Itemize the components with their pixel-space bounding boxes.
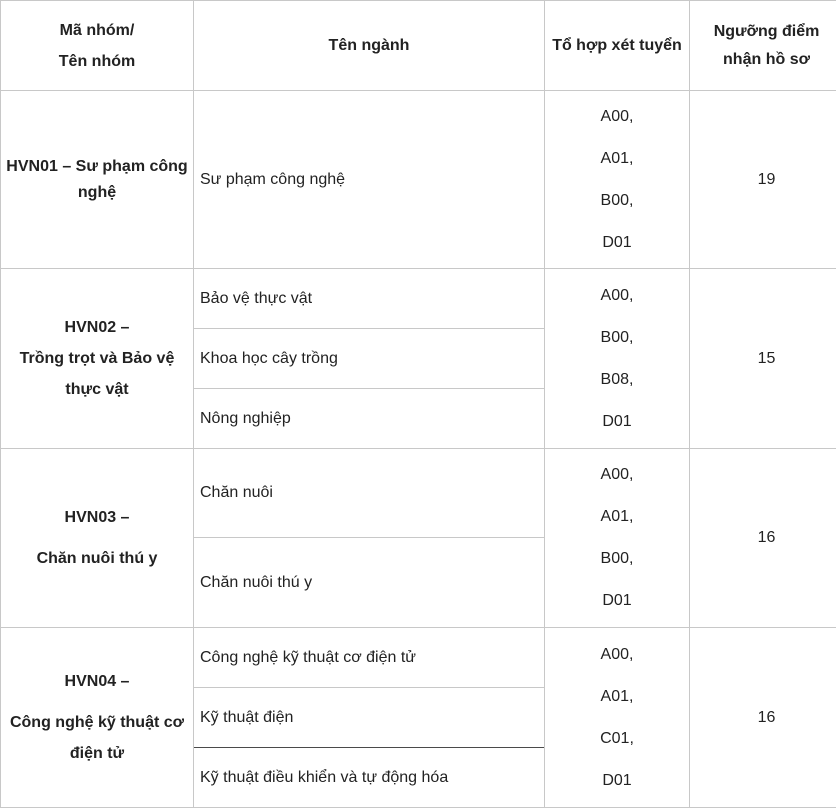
combo-code: A00, [545,634,689,676]
combo-code: D01 [545,580,689,622]
group-name-line: Trồng trọt và Bảo vệ [1,343,193,374]
combo-code: B00, [545,538,689,580]
combo-code: B00, [545,317,689,359]
major-cell: Công nghệ kỹ thuật cơ điện tử [194,628,545,688]
major-cell: Bảo vệ thực vật [194,269,545,329]
group-cell [1,91,194,269]
major-cell: Kỹ thuật điện [194,688,545,748]
group-name-line: nghệ [1,180,193,206]
header-combo: Tổ hợp xét tuyển [545,1,690,91]
group-name-line: Chăn nuôi thú y [1,543,193,574]
combo-cell [545,91,690,269]
major-cell: Khoa học cây trồng [194,329,545,389]
header-score-line: nhận hồ sơ [690,46,836,74]
header-group-line: Tên nhóm [1,46,193,77]
combo-cell [545,449,690,628]
combo-code: A00, [545,275,689,317]
table-row [1,628,836,688]
group-name-line: HVN02 – [1,312,193,343]
major-cell: Sư phạm công nghệ [194,91,545,269]
combo-code: A01, [545,676,689,718]
group-name-line: HVN01 – Sư phạm công [1,154,193,180]
major-cell: Chăn nuôi [194,449,545,538]
combo-code: A00, [545,96,689,138]
combo-cell [545,628,690,808]
header-score-line: Ngưỡng điểm [690,18,836,46]
score-cell: 15 [690,269,836,449]
header-row [1,1,836,91]
header-group [1,1,194,91]
score-cell: 16 [690,628,836,808]
table-row [1,449,836,538]
group-name-line: HVN04 – [1,666,193,697]
table-row [1,91,836,269]
major-cell: Chăn nuôi thú y [194,538,545,628]
combo-code: D01 [545,401,689,443]
major-cell: Kỹ thuật điều khiển và tự động hóa [194,748,545,808]
header-major: Tên ngành [194,1,545,91]
combo-code: D01 [545,760,689,802]
combo-code: A01, [545,496,689,538]
combo-code: B00, [545,180,689,222]
major-cell: Nông nghiệp [194,389,545,449]
combo-code: D01 [545,222,689,264]
group-cell [1,269,194,449]
combo-code: C01, [545,718,689,760]
combo-cell [545,269,690,449]
combo-code: A00, [545,454,689,496]
score-cell: 16 [690,449,836,628]
table-row [1,269,836,329]
group-cell [1,628,194,808]
group-cell [1,449,194,628]
group-name-line: Công nghệ kỹ thuật cơ [1,707,193,738]
combo-code: B08, [545,359,689,401]
score-cell: 19 [690,91,836,269]
group-name-line: điện tử [1,738,193,769]
header-score [690,1,836,91]
group-name-line: HVN03 – [1,502,193,533]
header-group-line: Mã nhóm/ [1,15,193,46]
group-name-line: thực vật [1,374,193,405]
combo-code: A01, [545,138,689,180]
